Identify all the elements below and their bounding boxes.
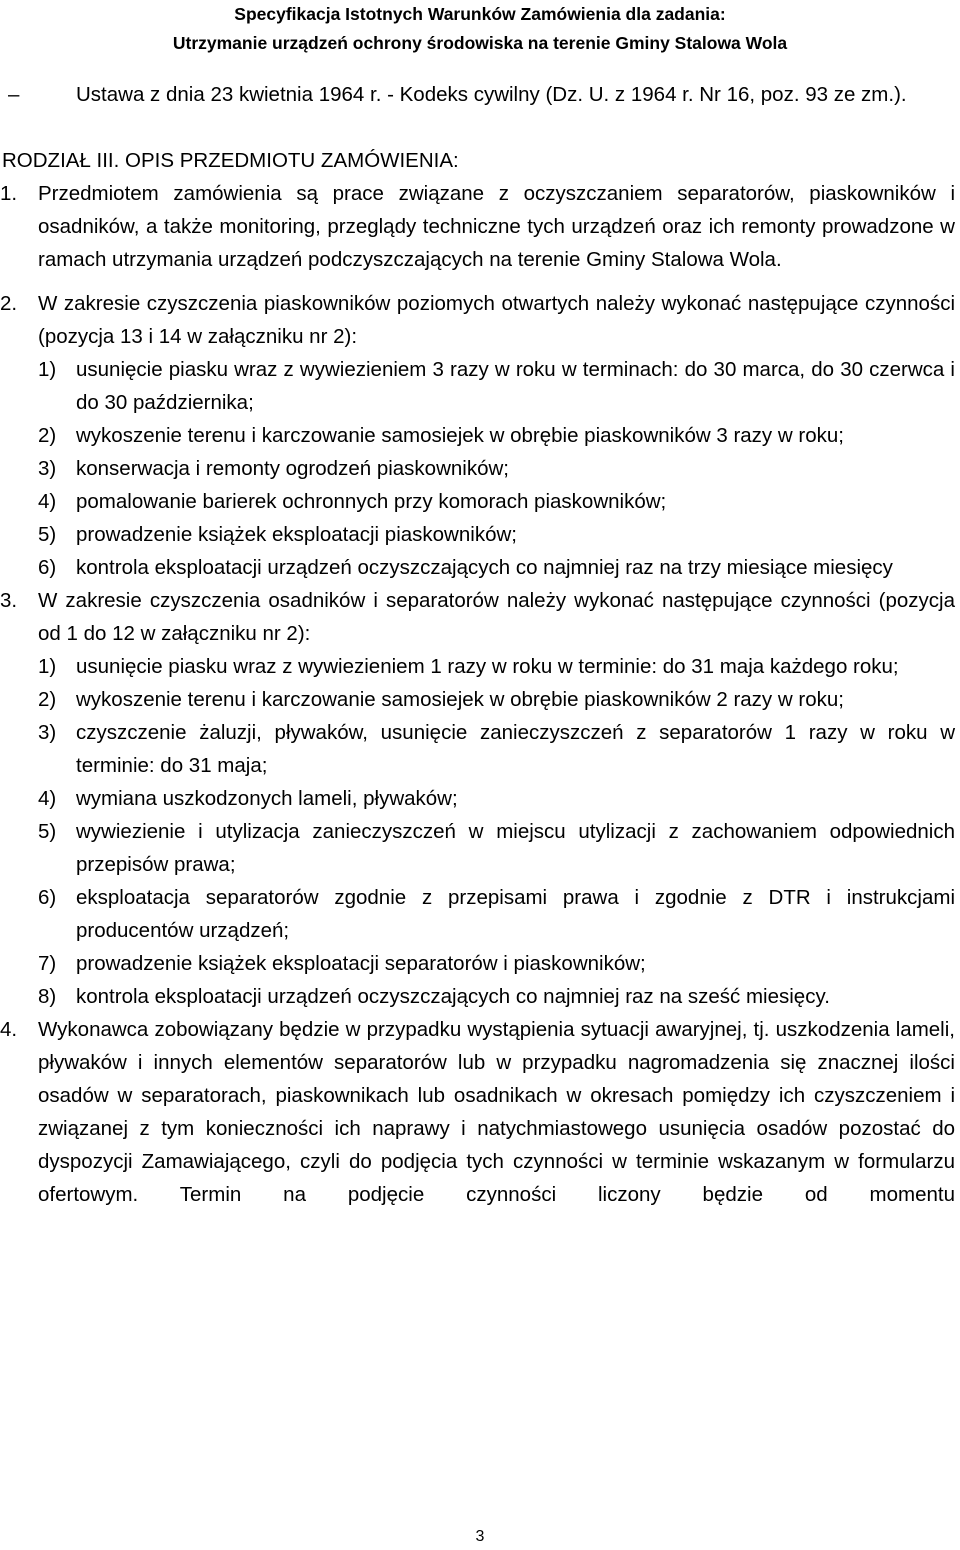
list-item — [0, 353, 960, 419]
list-item — [0, 980, 960, 1013]
item-text: eksploatacja separatorów zgodnie z przepisami prawa i zgodnie z DTR i instrukcjami producentów urządzeń; — [76, 886, 955, 942]
item-number: 1) — [38, 358, 57, 381]
dash-marker: – — [8, 83, 20, 106]
item-number: 1) — [38, 655, 57, 678]
list-item — [0, 683, 960, 716]
section-number: 4. — [0, 1018, 18, 1041]
list-item — [0, 782, 960, 815]
item-number: 8) — [38, 985, 57, 1008]
list-item — [0, 650, 960, 683]
item-number: 2) — [38, 688, 57, 711]
section-number: 1. — [0, 182, 18, 205]
header-title-line1: Specyfikacja Istotnych Warunków Zamówienia dla zadania: — [234, 4, 726, 24]
list-item — [0, 551, 960, 584]
section-text: Wykonawca zobowiązany będzie w przypadku wystąpienia sytuacji awaryjnej, tj. uszkodzenia lameli, pływaków i innych elementów separatorów lub w przypadku nagromadzenia się znacznej ilości osadów w separatorach, piaskownikach lub osadnikach w okresach pomiędzy ich czyszczeniem i związanej z tym konieczności ich naprawy i natychmiastowego usunięcia osadów pozostać do dyspozycji Zamawiającego, czyli do podjęcia tych czynności w terminie wskazanym w formularzu ofertowym. Termin na podjęcie czynności liczony będzie od momentu — [38, 1018, 955, 1206]
item-text: wykoszenie terenu i karczowanie samosiejek w obrębie piaskowników 2 razy w roku; — [76, 688, 844, 711]
item-number: 7) — [38, 952, 57, 975]
page-number: 3 — [475, 1528, 485, 1545]
section-number: 3. — [0, 589, 18, 612]
list-item — [0, 452, 960, 485]
item-number: 5) — [38, 523, 57, 546]
section-text: W zakresie czyszczenia osadników i separatorów należy wykonać następujące czynności (pozycja od 1 do 12 w załączniku nr 2): — [38, 589, 955, 645]
section-1 — [0, 177, 960, 276]
item-number: 5) — [38, 820, 57, 843]
item-text: wykoszenie terenu i karczowanie samosiejek w obrębie piaskowników 3 razy w roku; — [76, 424, 844, 447]
item-number: 3) — [38, 457, 57, 480]
item-text: usunięcie piasku wraz z wywiezieniem 3 razy w roku w terminach: do 30 marca, do 30 czerwca i do 30 października; — [76, 358, 955, 414]
item-number: 4) — [38, 787, 57, 810]
item-text: wymiana uszkodzonych lameli, pływaków; — [76, 787, 458, 810]
item-text: prowadzenie książek eksploatacji piaskowników; — [76, 523, 517, 546]
section-4 — [0, 1013, 960, 1211]
section-3 — [0, 584, 960, 650]
item-text: czyszczenie żaluzji, pływaków, usunięcie zanieczyszczeń z separatorów 1 razy w roku w terminie: do 31 maja; — [76, 721, 955, 777]
item-number: 2) — [38, 424, 57, 447]
intro-list-item — [0, 78, 960, 111]
item-text: usunięcie piasku wraz z wywiezieniem 1 razy w roku w terminie: do 31 maja każdego roku; — [76, 655, 899, 678]
section-text: Przedmiotem zamówienia są prace związane z oczyszczaniem separatorów, piaskowników i osadników, a także monitoring, przeglądy techniczne tych urządzeń oraz ich remonty prowadzone w ramach utrzymania urządzeń podczyszczających na terenie Gminy Stalowa Wola. — [38, 182, 955, 271]
intro-item-text: Ustawa z dnia 23 kwietnia 1964 r. - Kodeks cywilny (Dz. U. z 1964 r. Nr 16, poz. 93 ze zm.). — [76, 83, 907, 106]
document-header — [0, 0, 960, 58]
chapter-heading: RODZIAŁ III. OPIS PRZEDMIOTU ZAMÓWIENIA: — [2, 149, 459, 172]
list-item — [0, 518, 960, 551]
list-item — [0, 419, 960, 452]
list-item — [0, 815, 960, 881]
item-number: 6) — [38, 886, 57, 909]
item-number: 4) — [38, 490, 57, 513]
section-2 — [0, 287, 960, 353]
item-number: 6) — [38, 556, 57, 579]
item-text: kontrola eksploatacji urządzeń oczyszczających co najmniej raz na sześć miesięcy. — [76, 985, 830, 1008]
list-item — [0, 947, 960, 980]
item-text: wywiezienie i utylizacja zanieczyszczeń w miejscu utylizacji z zachowaniem odpowiednich przepisów prawa; — [76, 820, 955, 876]
item-number: 3) — [38, 721, 57, 744]
document-body — [0, 78, 960, 1211]
item-text: pomalowanie barierek ochronnych przy komorach piaskowników; — [76, 490, 667, 513]
list-item — [0, 485, 960, 518]
list-item — [0, 881, 960, 947]
list-item — [0, 716, 960, 782]
section-number: 2. — [0, 292, 18, 315]
item-text: kontrola eksploatacji urządzeń oczyszczających co najmniej raz na trzy miesiące miesięcy — [76, 556, 893, 579]
section-text: W zakresie czyszczenia piaskowników poziomych otwartych należy wykonać następujące czynności (pozycja 13 i 14 w załączniku nr 2): — [38, 292, 955, 348]
item-text: konserwacja i remonty ogrodzeń piaskowników; — [76, 457, 509, 480]
item-text: prowadzenie książek eksploatacji separatorów i piaskowników; — [76, 952, 646, 975]
header-title-line2: Utrzymanie urządzeń ochrony środowiska na terenie Gminy Stalowa Wola — [172, 33, 788, 53]
